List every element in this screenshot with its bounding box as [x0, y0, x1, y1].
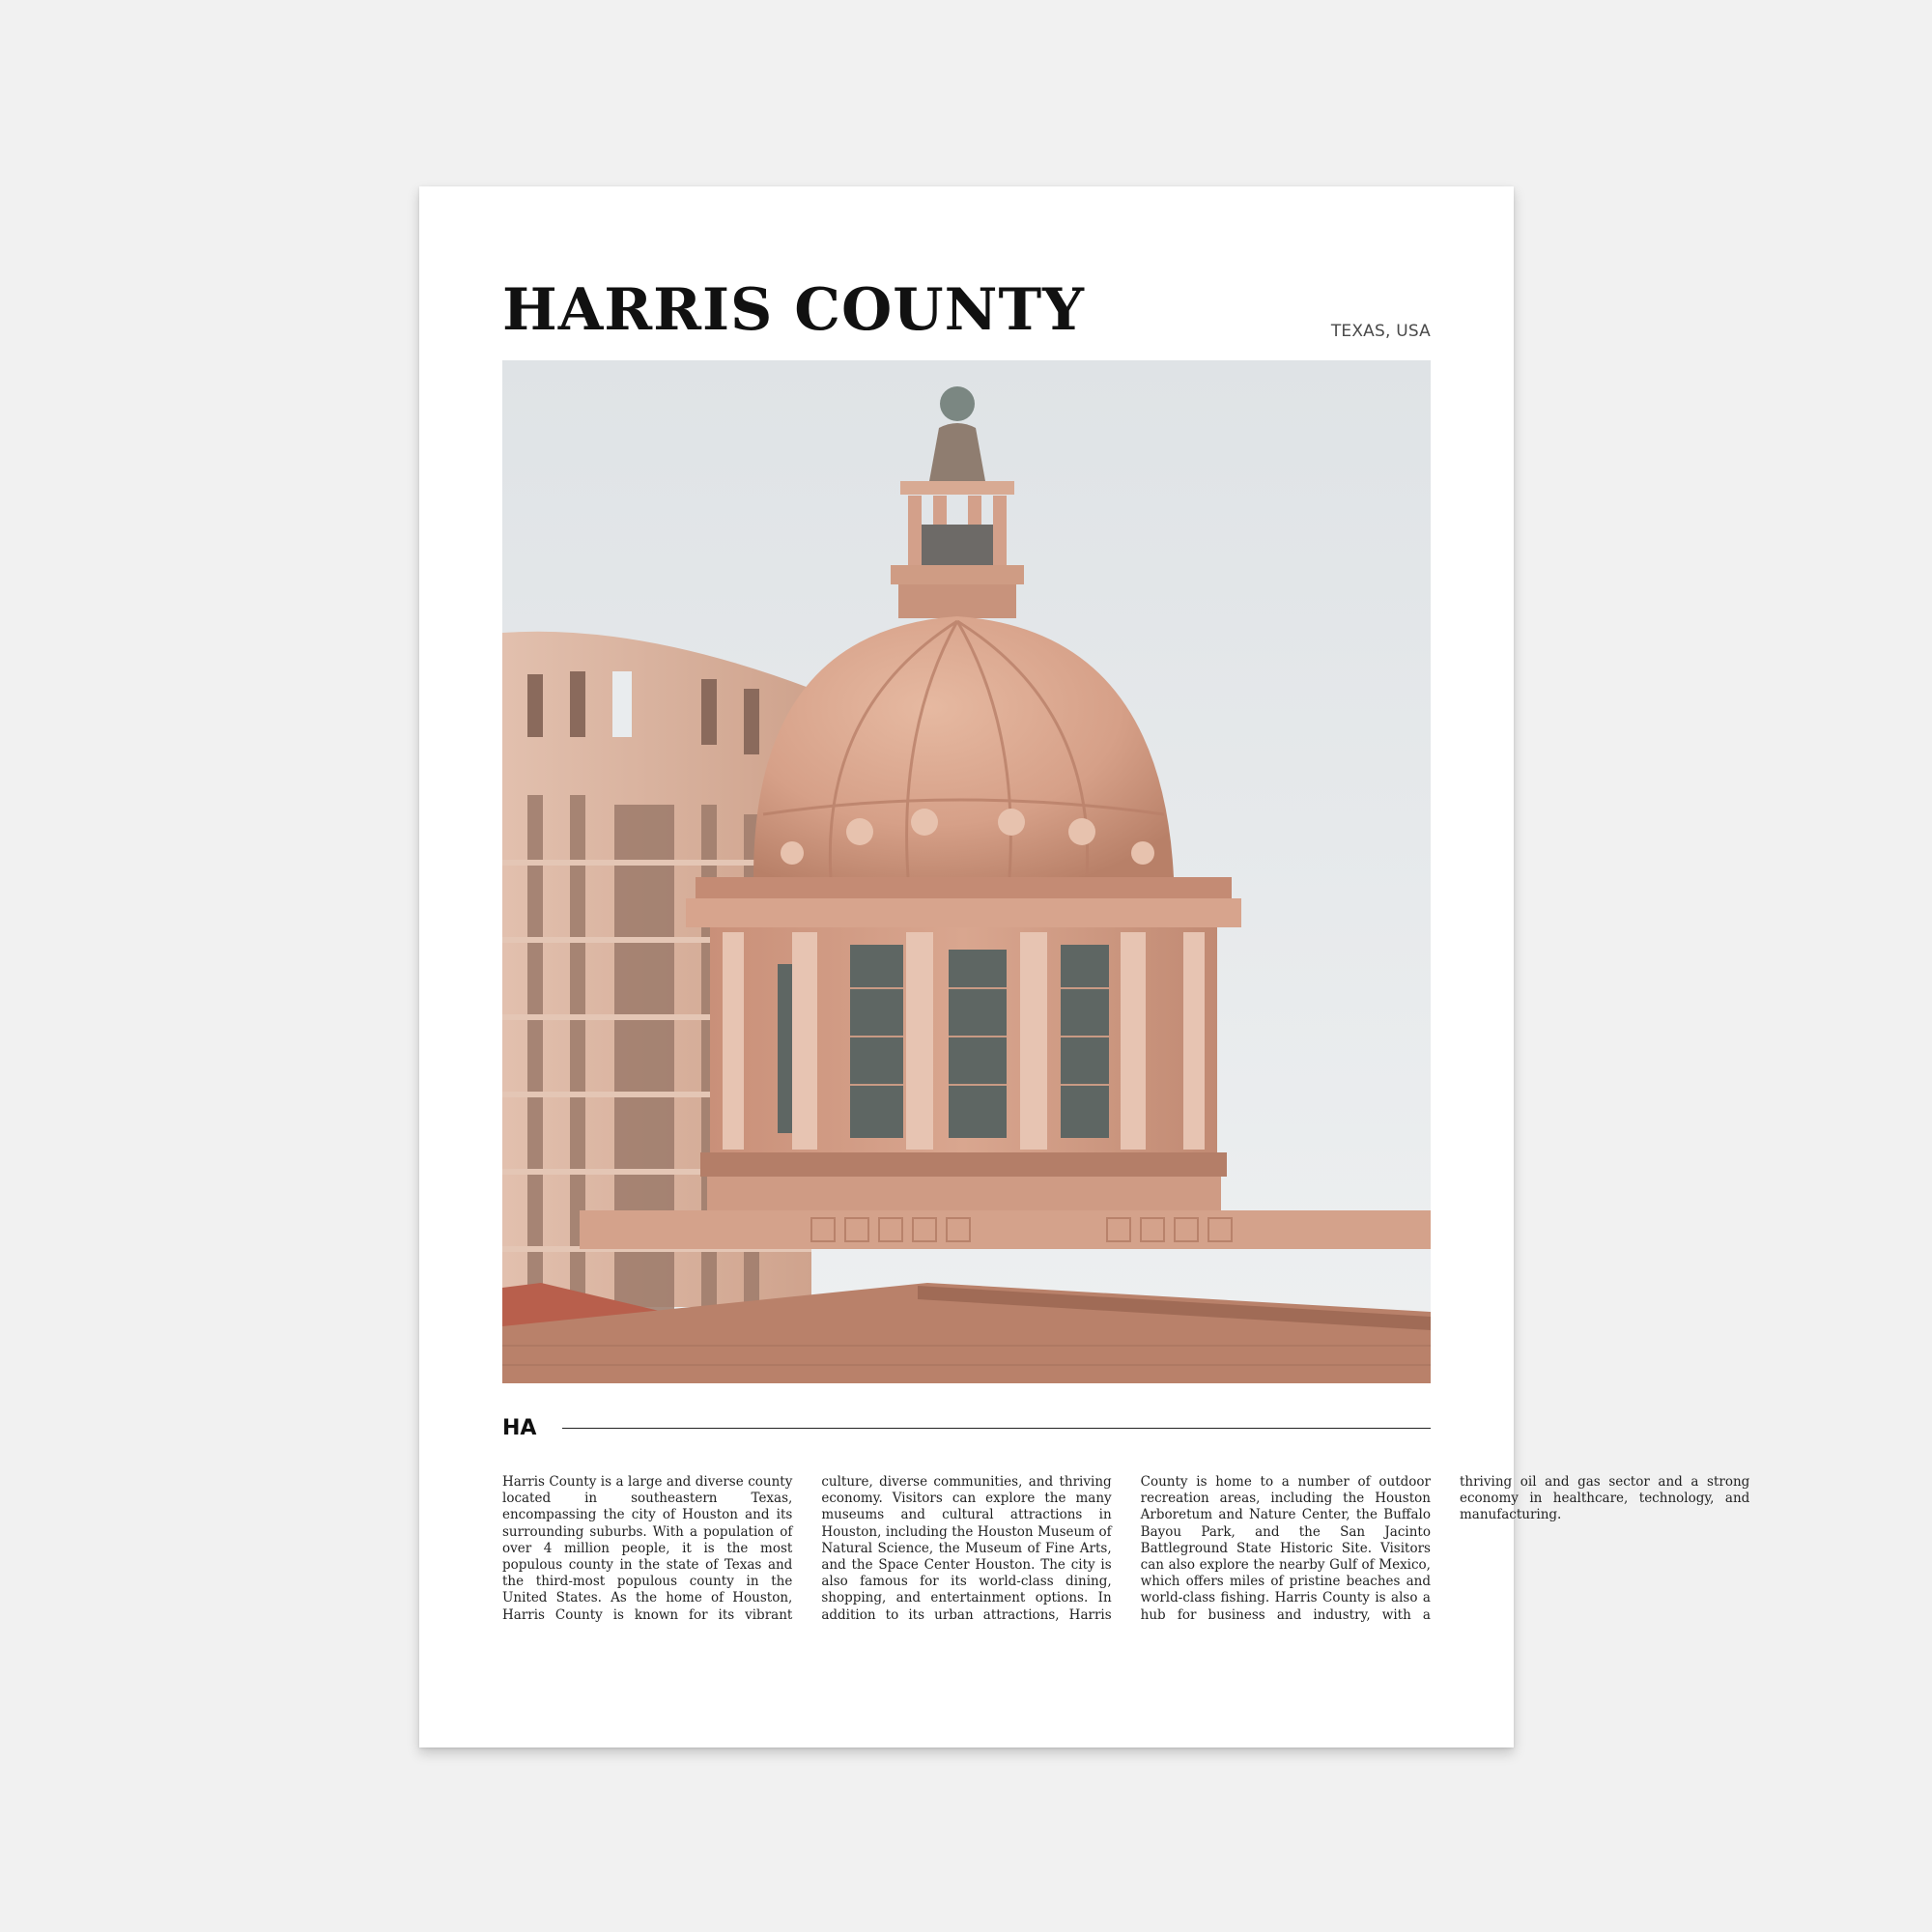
courthouse-dome-illustration	[502, 360, 1431, 1383]
poster-title: HARRIS COUNTY	[502, 276, 1085, 344]
poster	[419, 186, 1750, 1747]
poster-subtitle: TEXAS, USA	[1330, 322, 1431, 341]
divider-line	[562, 1428, 1431, 1429]
description-text: Harris County is a large and diverse county located in southeastern Texas, encompassing the city of Houston and its surrounding suburbs. With a population of over 4 million people, it is the most populous county in the state of Texas and the third-most populous county in the United States. As the home of Houston, Harris County is known for its vibrant culture, diverse communities, and thriving economy. Visitors can explore the many museums and cultural attractions in Houston, including the Houston Museum of Natural Science, the Museum of Fine Arts, and the Space Center Houston. The city is also famous for its world-class dining, shopping, and entertainment options. In addition to its urban attractions, Harris County is home to a number of outdoor recreation areas, including the Houston Arboretum and Nature Center, the Buffalo Bayou Park, and the San Jacinto Battleground State Historic Site. Visitors can also explore the nearby Gulf of Mexico, which offers miles of pristine beaches and world-class fishing. Harris County is also a hub for business and industry, with a thriving oil and gas sector and a strong economy in healthcare, technology, and manufacturing.	[502, 1474, 1750, 1623]
section-code: HA	[502, 1416, 537, 1440]
courthouse-dome-photo	[502, 360, 1431, 1383]
